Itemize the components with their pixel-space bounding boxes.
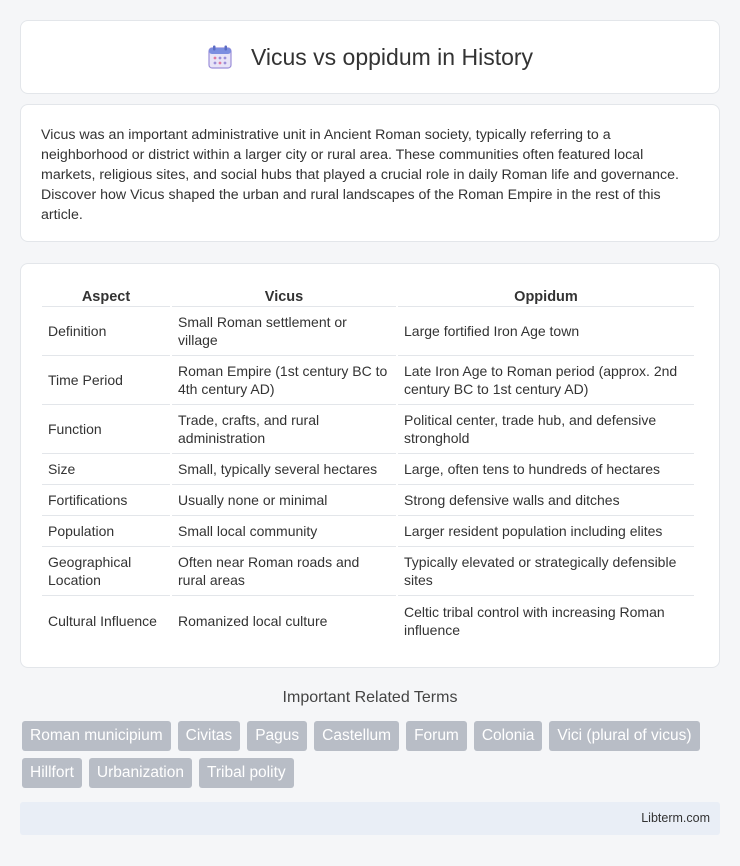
table-row: [42, 405, 694, 454]
intro-paragraph: Vicus was an important administrative unit in Ancient Roman society, typically referring to a neighborhood or district within a larger city or rural area. These communities often featured local markets, religious sites, and social hubs that played a crucial role in daily Roman life and governance. Discover how Vicus shaped the urban and rural landscapes of the Roman Empire in the rest of this article.: [41, 127, 679, 223]
cell-oppidum: Celtic tribal control with increasing Roman influence: [404, 603, 665, 638]
page-title: Vicus vs oppidum in History: [250, 43, 534, 70]
table-row: [42, 596, 694, 645]
title-card: [20, 20, 720, 94]
related-term-tag[interactable]: Forum: [406, 721, 467, 751]
cell-oppidum: Political center, trade hub, and defensive stronghold: [398, 405, 694, 454]
footer: [20, 802, 720, 835]
cell-oppidum: Larger resident population including elites: [398, 516, 694, 547]
cell-vicus: Often near Roman roads and rural areas: [172, 547, 396, 596]
cell-oppidum: Late Iron Age to Roman period (approx. 2nd century BC to 1st century AD): [398, 356, 694, 405]
cell-aspect: Fortifications: [42, 485, 170, 516]
cell-aspect: Population: [42, 516, 170, 547]
cell-aspect: Time Period: [42, 356, 170, 405]
related-term-tag[interactable]: Tribal polity: [199, 758, 294, 788]
cell-vicus: Small, typically several hectares: [172, 454, 396, 485]
header-aspect: Aspect: [42, 284, 170, 307]
related-terms-list: [22, 721, 722, 788]
related-term-tag[interactable]: Colonia: [474, 721, 543, 751]
related-term-tag[interactable]: Roman municipium: [22, 721, 171, 751]
cell-vicus: Romanized local culture: [178, 612, 328, 629]
related-term-tag[interactable]: Civitas: [178, 721, 241, 751]
header-oppidum: Oppidum: [398, 284, 694, 307]
cell-aspect: Geographical Location: [42, 547, 170, 596]
cell-oppidum: Typically elevated or strategically defensible sites: [398, 547, 694, 596]
related-term-tag[interactable]: Pagus: [247, 721, 307, 751]
comparison-table-card: [20, 263, 720, 668]
cell-vicus: Small Roman settlement or village: [172, 307, 396, 356]
table-row: [42, 356, 694, 405]
comparison-table: [40, 284, 696, 645]
cell-vicus: Usually none or minimal: [172, 485, 396, 516]
cell-aspect: Function: [42, 405, 170, 454]
header-vicus: Vicus: [172, 284, 396, 307]
table-row: [42, 307, 694, 356]
cell-vicus: Trade, crafts, and rural administration: [172, 405, 396, 454]
cell-aspect: Cultural Influence: [48, 612, 157, 629]
related-term-tag[interactable]: Hillfort: [22, 758, 82, 788]
related-term-tag[interactable]: Vici (plural of vicus): [549, 721, 699, 751]
cell-oppidum: Large, often tens to hundreds of hectares: [398, 454, 694, 485]
cell-oppidum: Strong defensive walls and ditches: [398, 485, 694, 516]
cell-oppidum: Large fortified Iron Age town: [398, 307, 694, 356]
cell-vicus: Roman Empire (1st century BC to 4th century AD): [172, 356, 396, 405]
intro-card: [20, 104, 720, 242]
related-term-tag[interactable]: Castellum: [314, 721, 399, 751]
table-row: [42, 454, 694, 485]
table-row: [42, 516, 694, 547]
related-terms-heading: Important Related Terms: [282, 689, 458, 706]
table-row: [42, 485, 694, 516]
cell-aspect: Size: [42, 454, 170, 485]
calendar-icon: [207, 44, 233, 70]
related-term-tag[interactable]: Urbanization: [89, 758, 192, 788]
cell-vicus: Small local community: [172, 516, 396, 547]
table-row: [42, 547, 694, 596]
table-header-row: [42, 284, 694, 307]
footer-site-link[interactable]: Libterm.com: [641, 811, 710, 825]
cell-aspect: Definition: [42, 307, 170, 356]
